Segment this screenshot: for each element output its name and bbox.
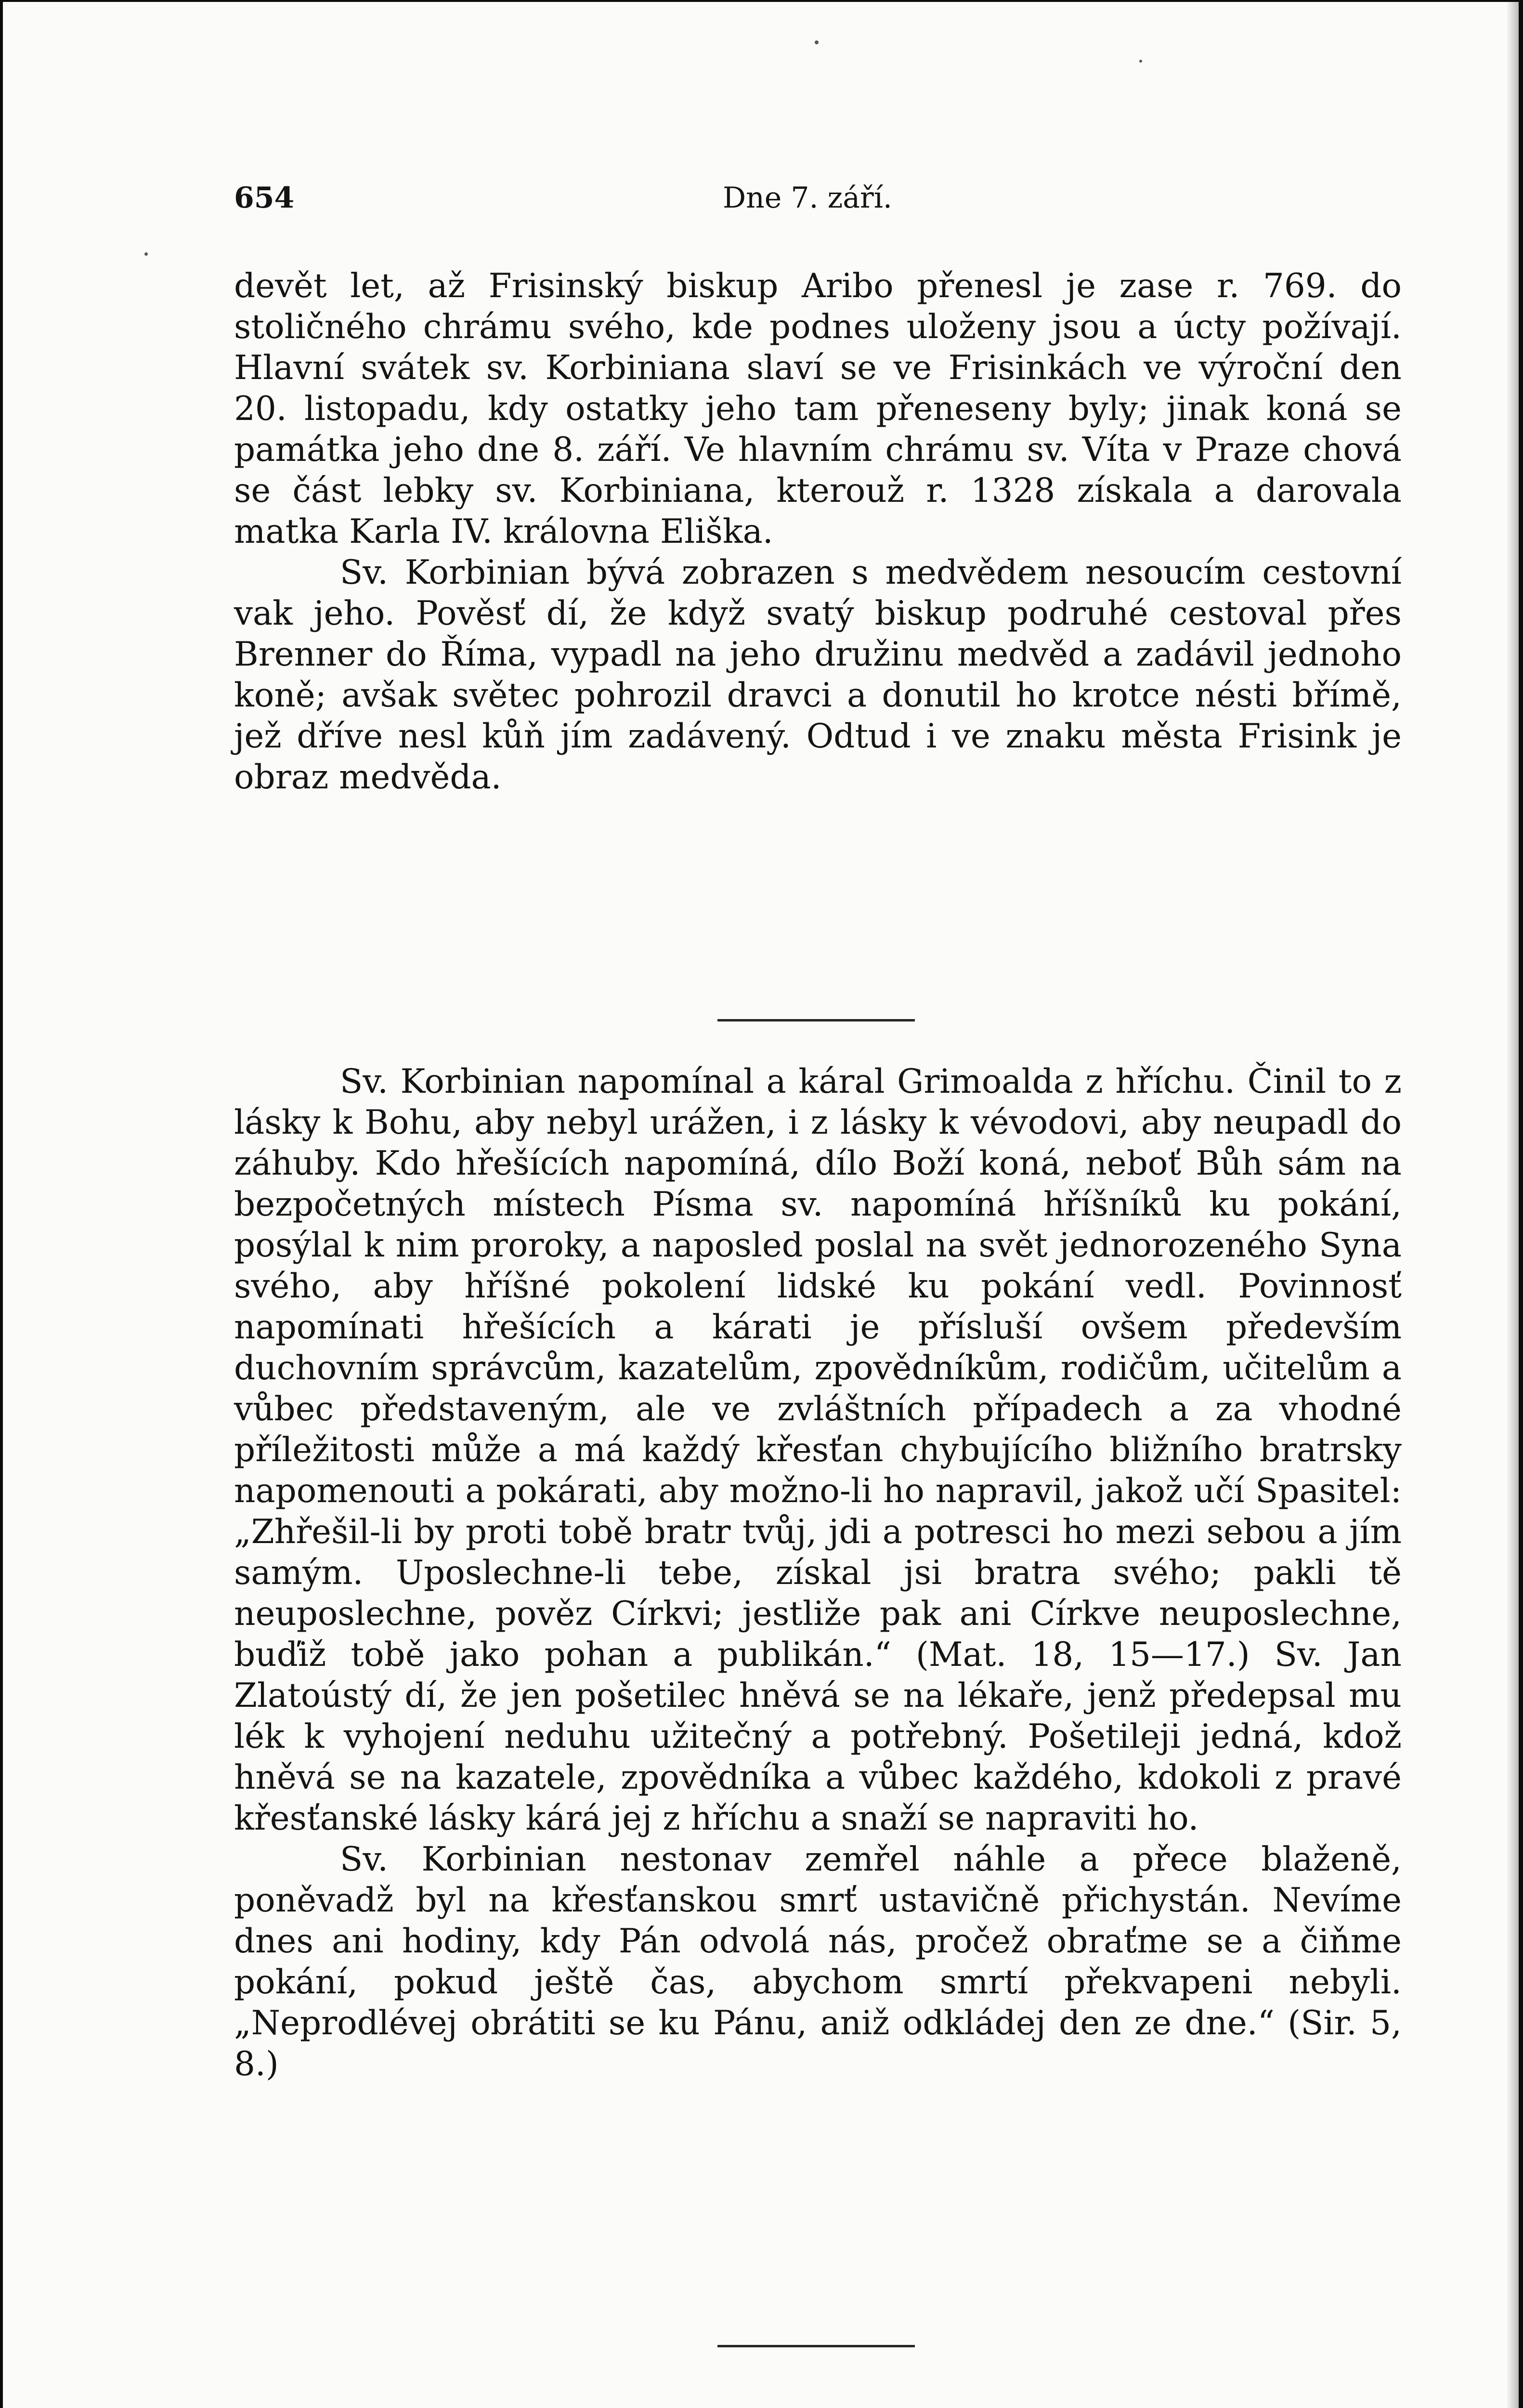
- paragraph: Sv. Korbinian bývá zobrazen s medvědem nesoucím cestovní vak jeho. Pověsť dí, že když svatý biskup podruhé cestoval přes Brenner do Říma, vypadl na jeho družinu medvěd a zadávil jednoho koně; avšak světec pohrozil dravci a donutil ho krotce nésti břímě, jež dříve nesl kůň jím zadávený. Odtud i ve znaku města Frisink je obraz medvěda.: [234, 553, 1402, 797]
- paper-speck: [144, 252, 148, 256]
- page-header: [234, 181, 1402, 224]
- running-title: Dne 7. září.: [723, 181, 892, 215]
- page-number: 654: [234, 181, 295, 215]
- section-text-korbinian-relics: [234, 266, 1402, 798]
- paragraph: devět let, až Frisinský biskup Aribo přenesl je zase r. 769. do stoličného chrámu svého, kde podnes uloženy jsou a úcty požívají. Hlavní svátek sv. Korbiniana slaví se ve Frisinkách ve výroční den 20. listopadu, kdy ostatky jeho tam přeneseny byly; jinak koná se památka jeho dne 8. září. Ve hlavním chrámu sv. Víta v Praze chová se část lebky sv. Korbiniana, kterouž r. 1328 získala a darovala matka Karla IV. královna Eliška.: [234, 267, 1402, 551]
- paragraph: Sv. Korbinian napomínal a káral Grimoalda z hříchu. Činil to z lásky k Bohu, aby nebyl urážen, i z lásky k vévodovi, aby neupadl do záhuby. Kdo hřešících napomíná, dílo Boží koná, neboť Bůh sám na bezpočetných místech Písma sv. napomíná hříšníků ku pokání, posýlal k nim proroky, a naposled poslal na svět jednorozeného Syna svého, aby hříšné pokolení lidské ku pokání vedl. Povinnosť napomínati hřešících a kárati je přísluší ovšem především duchovním správcům, kazatelům, zpovědníkům, rodičům, učitelům a vůbec představeným, ale ve zvláštních případech a za vhodné příležitosti může a má každý křesťan chybujícího bližního bratrsky napomenouti a pokárati, aby možno-li ho napravil, jakož učí Spasitel: „Zhřešil-li by proti tobě bratr tvůj, jdi a potresci ho mezi sebou a jím samým. Uposlechne-li tebe, získal jsi bratra svého; pakli tě neuposlechne, pověz Církvi; jestliže pak ani Církve neuposlechne, buďiž tobě jako pohan a publikán.“ (Mat. 18, 15—17.) Sv. Jan Zlatoústý dí, že jen pošetilec hněvá se na lékaře, jenž předepsal mu lék k vyhojení neduhu užitečný a potřebný. Pošetileji jedná, kdož hněvá se na kazatele, zpovědníka a vůbec každého, kdokoli z pravé křesťanské lásky kárá jej z hříchu a snaží se napraviti ho.: [234, 1062, 1402, 1838]
- book-page: [3, 2, 1519, 2408]
- paper-speck: [815, 40, 819, 44]
- section-divider: [717, 1019, 915, 1021]
- paragraph: Sv. Korbinian nestonav zemřel náhle a přece blaženě, poněvadž byl na křesťanskou smrť ustavičně přichystán. Nevíme dnes ani hodiny, kdy Pán odvolá nás, pročež obraťme se a čiňme pokání, pokud ještě čas, abychom smrtí překvapeni nebyli. „Neprodlévej obrátiti se ku Pánu, aniž odkládej den ze dne.“ (Sir. 5, 8.): [234, 1840, 1402, 2083]
- section-text-reflection: [234, 1061, 1402, 2085]
- paper-speck: [1139, 60, 1142, 63]
- section-divider: [717, 2345, 915, 2347]
